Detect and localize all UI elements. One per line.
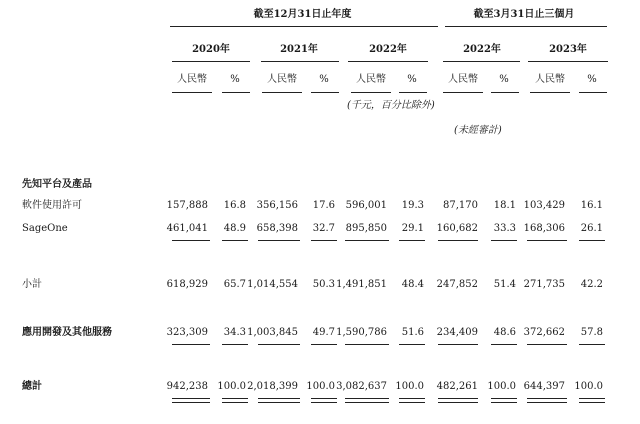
col-rule xyxy=(311,92,339,93)
total-double-rule xyxy=(438,398,478,403)
cell: 234,409 xyxy=(436,327,478,338)
cell: 658,398 xyxy=(256,223,298,234)
total-double-rule xyxy=(222,398,248,403)
cell: 3,082,637 xyxy=(336,381,387,392)
cell: 17.6 xyxy=(312,200,335,211)
quarter-header-rule xyxy=(445,26,607,27)
col-rmb-2022: 人民幣 xyxy=(356,74,386,85)
total-upper-rule xyxy=(345,344,389,345)
cell: 48.6 xyxy=(493,327,516,338)
cell: 48.9 xyxy=(223,223,246,234)
cell: 100.0 xyxy=(395,381,424,392)
col-pct-2020: % xyxy=(230,74,240,85)
col-rmb-2022-q1: 人民幣 xyxy=(448,74,478,85)
cell: 100.0 xyxy=(487,381,516,392)
total-upper-rule xyxy=(527,344,567,345)
cell: 51.6 xyxy=(401,327,424,338)
year-rule-2022 xyxy=(348,61,428,62)
total-upper-rule xyxy=(491,344,517,345)
row-label-subtotal: 小計 xyxy=(22,279,42,290)
subtotal-rule xyxy=(345,240,389,241)
cell: 1,590,786 xyxy=(336,327,387,338)
total-double-rule xyxy=(399,398,425,403)
total-double-rule xyxy=(527,398,567,403)
col-pct-2022-q1: % xyxy=(499,74,509,85)
cell: 942,238 xyxy=(166,381,208,392)
col-rule xyxy=(530,92,570,93)
cell: 18.1 xyxy=(493,200,516,211)
col-rmb-2020: 人民幣 xyxy=(177,74,207,85)
cell: 100.0 xyxy=(574,381,603,392)
year-header-2022-q1: 2022年 xyxy=(463,44,501,55)
cell: 100.0 xyxy=(217,381,246,392)
cell: 16.8 xyxy=(223,200,246,211)
cell: 51.4 xyxy=(493,279,516,290)
cell: 596,001 xyxy=(345,200,387,211)
cell: 103,429 xyxy=(523,200,565,211)
subtotal-rule xyxy=(172,240,210,241)
cell: 33.3 xyxy=(493,223,516,234)
cell: 42.2 xyxy=(580,279,603,290)
cell: 1,003,845 xyxy=(247,327,298,338)
cell: 65.7 xyxy=(223,279,246,290)
unit-note: (千元，百分比除外) xyxy=(347,100,435,111)
cell: 1,014,554 xyxy=(247,279,298,290)
col-rule xyxy=(443,92,483,93)
total-upper-rule xyxy=(311,344,337,345)
year-header-2023-q1: 2023年 xyxy=(549,44,587,55)
cell: 50.3 xyxy=(312,279,335,290)
col-rule xyxy=(399,92,427,93)
subtotal-rule xyxy=(491,240,517,241)
subtotal-rule xyxy=(527,240,567,241)
cell: 247,852 xyxy=(436,279,478,290)
col-rule xyxy=(222,92,250,93)
year-rule-2020 xyxy=(172,61,250,62)
subtotal-rule xyxy=(258,240,300,241)
cell: 644,397 xyxy=(523,381,565,392)
year-header-2021: 2021年 xyxy=(280,44,318,55)
cell: 895,850 xyxy=(345,223,387,234)
col-rule xyxy=(579,92,607,93)
cell: 100.0 xyxy=(306,381,335,392)
cell: 160,682 xyxy=(436,223,478,234)
cell: 482,261 xyxy=(436,381,478,392)
cell: 26.1 xyxy=(580,223,603,234)
total-double-rule xyxy=(579,398,605,403)
row-label-software: 軟件使用許可 xyxy=(22,200,82,211)
cell: 34.3 xyxy=(223,327,246,338)
cell: 87,170 xyxy=(443,200,478,211)
section-heading: 先知平台及產品 xyxy=(22,179,92,190)
cell: 372,662 xyxy=(523,327,565,338)
cell: 271,735 xyxy=(523,279,565,290)
total-upper-rule xyxy=(258,344,300,345)
cell: 29.1 xyxy=(401,223,424,234)
subtotal-rule xyxy=(311,240,337,241)
subtotal-rule xyxy=(222,240,248,241)
col-pct-2023-q1: % xyxy=(587,74,597,85)
cell: 2,018,399 xyxy=(247,381,298,392)
year-rule-2022-q1 xyxy=(443,61,520,62)
year-rule-2023-q1 xyxy=(528,61,608,62)
col-rmb-2021: 人民幣 xyxy=(267,74,297,85)
cell: 1,491,851 xyxy=(336,279,387,290)
row-label-total: 總計 xyxy=(22,381,42,392)
subtotal-rule xyxy=(579,240,605,241)
total-upper-rule xyxy=(579,344,605,345)
year-header-2022: 2022年 xyxy=(369,44,407,55)
row-label-sageone: SageOne xyxy=(22,223,68,234)
cell: 618,929 xyxy=(166,279,208,290)
year-rule-2021 xyxy=(261,61,339,62)
cell: 16.1 xyxy=(580,200,603,211)
total-upper-rule xyxy=(172,344,210,345)
total-upper-rule xyxy=(438,344,478,345)
period-header-annual: 截至12月31日止年度 xyxy=(253,9,352,20)
row-label-services: 應用開發及其他服務 xyxy=(22,327,112,338)
cell: 49.7 xyxy=(312,327,335,338)
col-rmb-2023-q1: 人民幣 xyxy=(535,74,565,85)
cell: 19.3 xyxy=(401,200,424,211)
total-upper-rule xyxy=(399,344,425,345)
total-double-rule xyxy=(311,398,337,403)
col-pct-2022: % xyxy=(407,74,417,85)
unaudited-note: (未經審計) xyxy=(454,125,502,136)
col-rule xyxy=(172,92,212,93)
period-header-quarter: 截至3月31日止三個月 xyxy=(473,9,575,20)
cell: 48.4 xyxy=(401,279,424,290)
cell: 323,309 xyxy=(166,327,208,338)
subtotal-rule xyxy=(399,240,425,241)
cell: 461,041 xyxy=(166,223,208,234)
year-header-2020: 2020年 xyxy=(192,44,230,55)
cell: 32.7 xyxy=(312,223,335,234)
subtotal-rule xyxy=(438,240,478,241)
cell: 57.8 xyxy=(580,327,603,338)
col-rule xyxy=(351,92,391,93)
total-double-rule xyxy=(345,398,389,403)
total-upper-rule xyxy=(222,344,248,345)
total-double-rule xyxy=(172,398,210,403)
total-double-rule xyxy=(258,398,300,403)
cell: 168,306 xyxy=(523,223,565,234)
col-pct-2021: % xyxy=(319,74,329,85)
cell: 157,888 xyxy=(166,200,208,211)
total-double-rule xyxy=(491,398,517,403)
col-rule xyxy=(491,92,519,93)
annual-header-rule xyxy=(170,26,438,27)
cell: 356,156 xyxy=(256,200,298,211)
col-rule xyxy=(262,92,302,93)
